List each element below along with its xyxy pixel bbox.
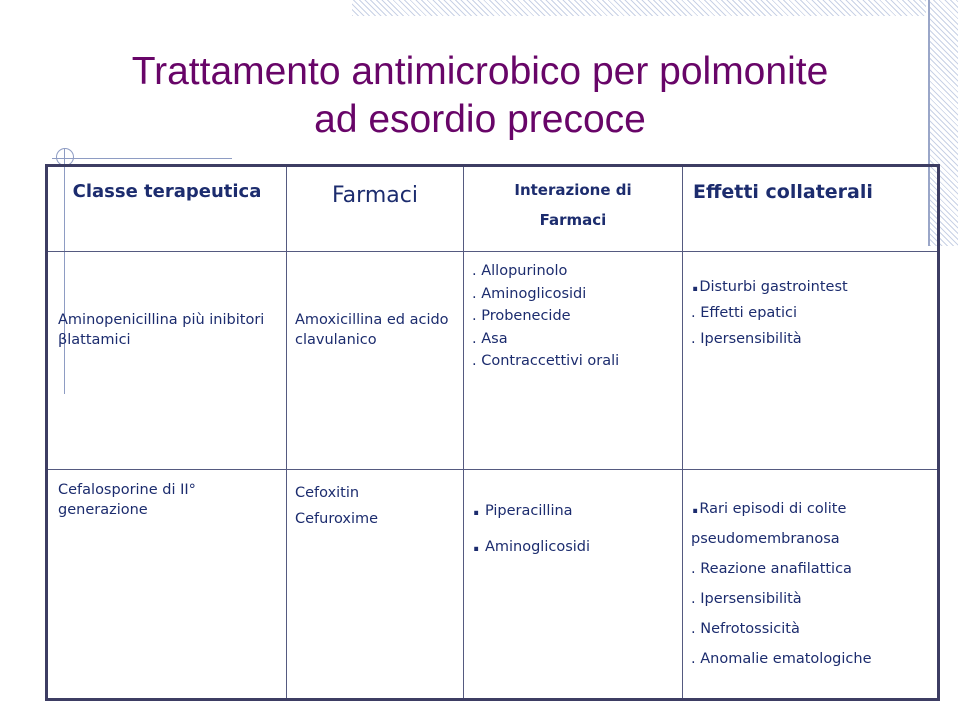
list-item: .Disturbi gastrointest — [691, 272, 848, 297]
title-line-1: Trattamento antimicrobico per polmonite — [131, 50, 829, 93]
cell-farmaci — [287, 252, 464, 470]
list-item: . Anomalie ematologiche — [691, 651, 872, 667]
header-interazione-text — [514, 181, 631, 229]
list-item: . Contraccettivi orali — [472, 353, 620, 369]
interazioni-list — [472, 260, 682, 373]
list-item: . Effetti epatici — [691, 305, 798, 321]
bullet-dot: . — [472, 496, 481, 521]
list-item: . Nefrotossicità — [691, 621, 800, 637]
bullet-dot: . — [691, 494, 700, 519]
slide-title — [50, 48, 910, 144]
list-item: . Aminoglicosidi — [472, 532, 591, 557]
list-item: Cefoxitin — [295, 485, 360, 501]
treatment-table — [45, 164, 940, 701]
decorative-hatch-band — [352, 0, 926, 16]
effetti-list — [691, 492, 937, 674]
header-farmaci: Farmaci — [287, 166, 464, 252]
cell-effetti — [683, 470, 939, 700]
cell-effetti — [683, 252, 939, 470]
header-line-1: Interazione di — [514, 181, 632, 199]
table-row — [47, 252, 939, 470]
classe-text: Cefalosporine di II° generazione — [58, 482, 196, 518]
cell-interazioni — [464, 252, 683, 470]
list-item: Amoxicillina ed acido clavulanico — [295, 312, 449, 348]
list-item: . Reazione anafilattica — [691, 561, 852, 577]
list-item: .Rari episodi di colite pseudomembranosa — [691, 494, 847, 547]
farmaci-list — [295, 480, 463, 532]
cell-interazioni — [464, 470, 683, 700]
list-item: . Ipersensibilità — [691, 591, 802, 607]
list-item: . Asa — [472, 330, 508, 347]
table-row — [47, 470, 939, 700]
header-effetti: Effetti collaterali — [683, 166, 939, 252]
list-item: . Aminoglicosidi — [472, 285, 587, 302]
cell-farmaci — [287, 470, 464, 700]
list-item: . Allopurinolo — [472, 263, 568, 279]
header-classe: Classe terapeutica — [47, 166, 287, 252]
table-header-row — [47, 166, 939, 252]
list-item: . Piperacillina — [472, 496, 573, 521]
effetti-list — [691, 272, 937, 352]
list-item: . Probenecide — [472, 308, 571, 324]
cell-classe — [47, 252, 287, 470]
title-line-2: ad esordio precoce — [314, 98, 646, 141]
header-line-2: Farmaci — [539, 211, 607, 229]
classe-text: Aminopenicillina più inibitori βlattamici — [58, 312, 265, 348]
decorative-line-horizontal — [52, 158, 232, 159]
list-item: Cefuroxime — [295, 511, 379, 527]
interazioni-list — [472, 492, 682, 564]
list-item: . Ipersensibilità — [691, 331, 802, 347]
farmaci-list — [295, 310, 459, 350]
bullet-dot: . — [691, 272, 700, 297]
header-interazione — [464, 166, 683, 252]
cell-classe — [47, 470, 287, 700]
bullet-dot: . — [472, 532, 481, 557]
